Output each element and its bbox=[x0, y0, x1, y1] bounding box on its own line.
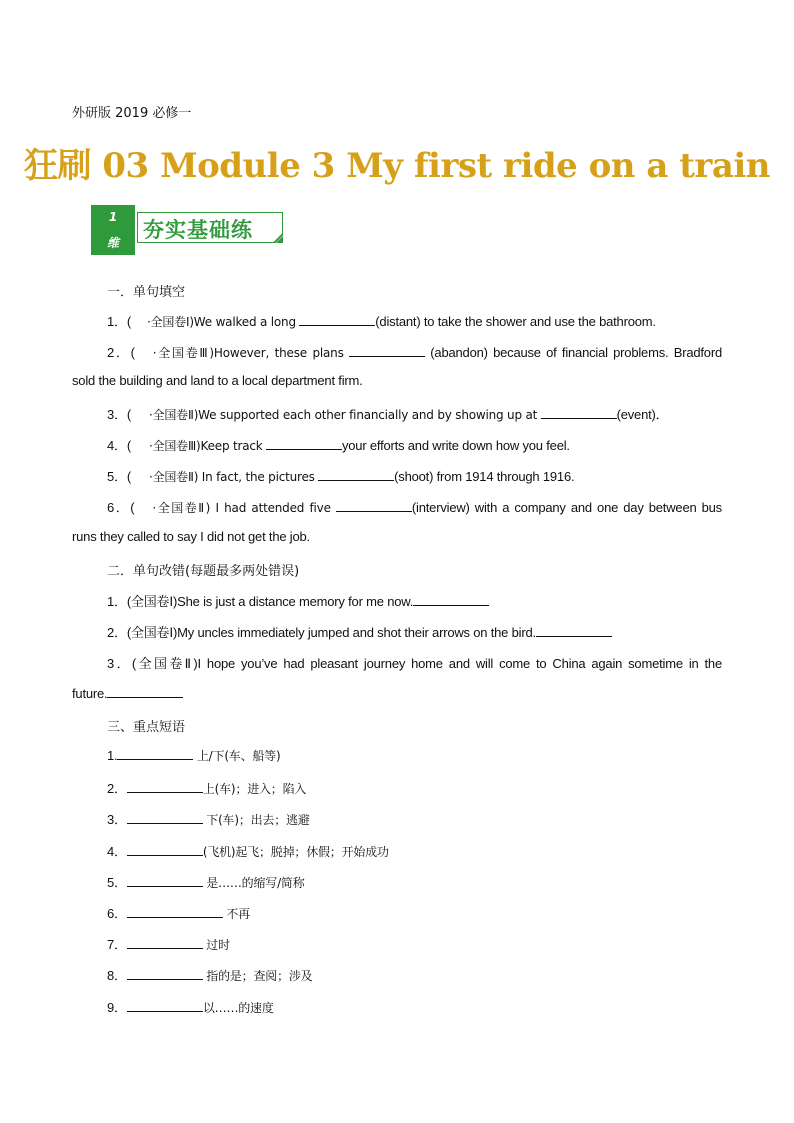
answer-blank[interactable] bbox=[127, 967, 203, 980]
phrase-item-5: 5． 是……的缩写/简称 bbox=[107, 875, 305, 890]
fill-item-2-cont: sold the building and land to a local department firm. bbox=[72, 373, 363, 388]
level-badge bbox=[91, 205, 135, 255]
answer-blank[interactable] bbox=[127, 905, 223, 918]
badge-number: 1 bbox=[108, 210, 118, 224]
badge-word: 维 bbox=[106, 236, 119, 250]
fill-item-6-cont: runs they called to say I did not get the job. bbox=[72, 529, 310, 544]
phrase-item-4: 4． (飞机)起飞；脱掉；休假；开始成功 bbox=[107, 844, 389, 859]
answer-blank[interactable] bbox=[266, 437, 342, 450]
answer-blank[interactable] bbox=[107, 685, 183, 698]
answer-blank[interactable] bbox=[127, 874, 203, 887]
phrase-item-3: 3． 下(车)；出去；逃避 bbox=[107, 812, 310, 827]
answer-blank[interactable] bbox=[413, 593, 489, 606]
answer-blank[interactable] bbox=[127, 811, 203, 824]
fill-item-3: 3．( ·全国卷Ⅱ)We supported each other financially and by showing up at (event)． bbox=[107, 407, 669, 422]
answer-blank[interactable] bbox=[127, 999, 203, 1012]
answer-blank[interactable] bbox=[117, 747, 193, 760]
answer-blank[interactable] bbox=[541, 406, 617, 419]
answer-blank[interactable] bbox=[127, 936, 203, 949]
correction-item-3: 3．(全国卷Ⅱ)I hope you’ve had pleasant journey home and will come to China again sometime in the bbox=[107, 656, 722, 671]
correction-item-1: 1．(全国卷Ⅰ)She is just a distance memory for me now. bbox=[107, 591, 489, 610]
answer-blank[interactable] bbox=[318, 468, 394, 481]
banner-title: 夯实基础练 bbox=[143, 218, 253, 242]
section1-heading: 一．单句填空 bbox=[107, 285, 186, 300]
fill-item-6: 6．( ·全国卷Ⅱ) I had attended five (interview) with a company and one day between bus bbox=[107, 500, 722, 515]
phrase-item-9: 9． 以……的速度 bbox=[107, 1000, 274, 1015]
correction-item-3-cont: future. bbox=[72, 685, 183, 701]
answer-blank[interactable] bbox=[299, 313, 375, 326]
answer-blank[interactable] bbox=[336, 499, 412, 512]
answer-blank[interactable] bbox=[127, 843, 203, 856]
section2-heading: 二．单句改错(每题最多两处错误) bbox=[107, 564, 300, 579]
fill-item-1: 1．( ·全国卷Ⅰ)We walked a long (distant) to take the shower and use the bathroom. bbox=[107, 314, 656, 329]
textbook-header: 外研版 2019 必修一 bbox=[72, 106, 192, 121]
phrase-item-8: 8． 指的是；查阅；涉及 bbox=[107, 968, 313, 983]
phrase-item-6: 6． 不再 bbox=[107, 906, 250, 921]
answer-blank[interactable] bbox=[536, 624, 612, 637]
answer-blank[interactable] bbox=[127, 780, 203, 793]
answer-blank[interactable] bbox=[349, 344, 425, 357]
section3-heading: 三、重点短语 bbox=[107, 720, 186, 735]
phrase-item-1: 1. 上/下(车、船等) bbox=[107, 748, 281, 763]
fill-item-2: 2．( ·全国卷Ⅲ)However, these plans (abandon) because of financial problems. Bradford bbox=[107, 345, 722, 360]
fill-item-5: 5．( ·全国卷Ⅱ) In fact, the pictures (shoot) from 1914 through 1916. bbox=[107, 469, 575, 484]
phrase-item-2: 2． 上(车)；进入；陷入 bbox=[107, 781, 307, 796]
correction-item-2: 2．(全国卷Ⅰ)My uncles immediately jumped and shot their arrows on the bird. bbox=[107, 622, 612, 641]
phrase-item-7: 7． 过时 bbox=[107, 937, 230, 952]
fill-item-4: 4．( ·全国卷Ⅲ)Keep track your efforts and write down how you feel. bbox=[107, 438, 570, 453]
page-title: 狂刷 03 Module 3 My first ride on a train bbox=[24, 146, 770, 186]
